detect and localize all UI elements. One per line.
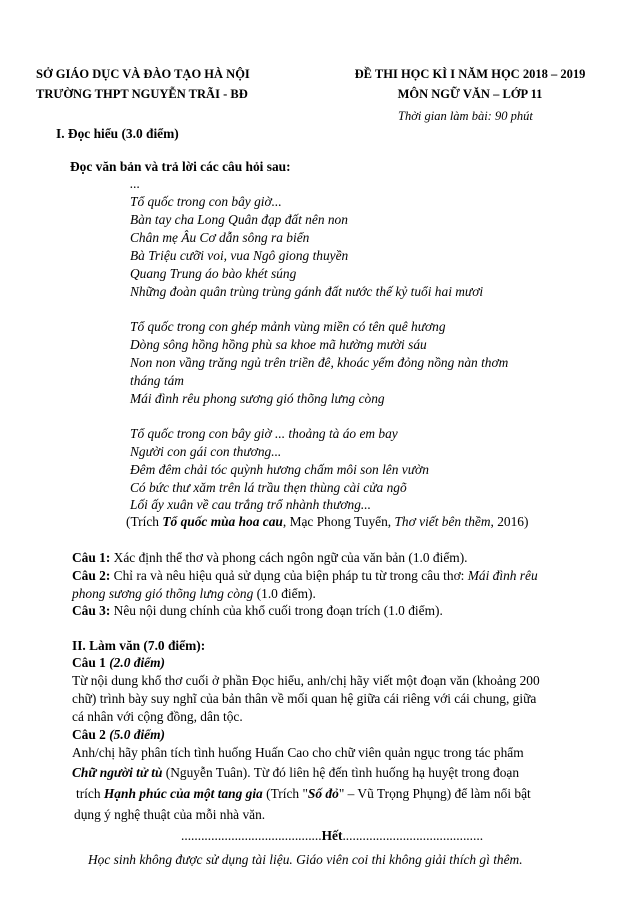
work-title: Hạnh phúc của một tang gia (103, 786, 263, 801)
poem-line: ... (130, 176, 141, 191)
poem-line: Quang Trung áo bào khét súng (130, 266, 297, 281)
work-title: Chữ người tử tù (72, 765, 163, 780)
question-quote: phong sương gió thõng lưng còng (72, 586, 254, 601)
part2-q2-line (76, 786, 531, 802)
question-text: (1.0 điểm). (253, 586, 316, 601)
line-text: " – Vũ Trọng Phụng) để làm nổi bật (338, 786, 531, 801)
poem-line: Non non vầng trăng ngủ trên triền đê, khoác yếm đỏng nồng nàn thơm (130, 355, 509, 370)
poem-line: Tổ quốc trong con bây giờ... (130, 194, 282, 209)
part1-heading: I. Đọc hiểu (3.0 điểm) (56, 126, 179, 141)
part2-q1-line: Từ nội dung khổ thơ cuối ở phần Đọc hiểu, anh/chị hãy viết một đoạn văn (khoảng 200 (72, 673, 540, 688)
part2-q1-heading (72, 655, 165, 671)
dept-name: SỞ GIÁO DỤC VÀ ĐÀO TẠO HÀ NỘI (36, 67, 250, 81)
line-text: (Nguyễn Tuân). Từ đó liên hệ đến tình huống hạ huyệt trong đoạn (162, 765, 520, 780)
part2-q1-line: chữ) trình bày suy nghĩ của bản thân về mối quan hệ giữa cái riêng với cái chung, giữa (72, 691, 537, 706)
question-1 (72, 550, 468, 566)
source-book: Thơ viết bên thềm (394, 514, 491, 529)
part2-q2-line: Anh/chị hãy phân tích tình huống Huấn Cao cho chữ viên quản ngục trong tác phẩm (72, 745, 524, 760)
poem-line: Mái đình rêu phong sương gió thõng lưng còng (130, 391, 385, 406)
poem-line: tháng tám (130, 373, 184, 388)
dots: .......................................... (342, 828, 484, 843)
poem-line: Chân mẹ Âu Cơ dẫn sông ra biển (130, 230, 310, 245)
poem-line: Người con gái con thương... (130, 444, 282, 459)
end-label: Hết (321, 828, 343, 843)
school-name: TRƯỜNG THPT NGUYỄN TRÃI - BĐ (36, 87, 248, 101)
source-title: Tổ quốc mùa hoa cau (162, 514, 283, 529)
line-text: (Trích " (262, 786, 308, 801)
question-score: (5.0 điểm) (109, 727, 165, 742)
line-text: trích (76, 786, 104, 801)
poem-line: Dòng sông hồng hồng phù sa khoe mã hường mười sáu (130, 337, 427, 352)
poem-line: Những đoàn quân trùng trùng gánh đất nước thế kỷ tuổi hai mươi (130, 284, 484, 299)
exam-title: ĐỀ THI HỌC KÌ I NĂM HỌC 2018 – 2019 (354, 67, 586, 81)
footer-note: Học sinh không được sử dụng tài liệu. Giáo viên coi thi không giải thích gì thêm. (88, 852, 523, 867)
question-label: Câu 1: (72, 550, 111, 565)
poem-line: Tổ quốc trong con bây giờ ... thoảng tà áo em bay (130, 426, 398, 441)
part2-heading: II. Làm văn (7.0 điểm): (72, 638, 206, 653)
exam-time: Thời gian làm bài: 90 phút (398, 109, 533, 123)
source-prefix: (Trích (126, 514, 163, 529)
poem-line: Bàn tay cha Long Quân đạp đất nên non (130, 212, 348, 227)
question-label: Câu 3: (72, 603, 111, 618)
question-text: Nêu nội dung chính của khổ cuối trong đoạn trích (1.0 điểm). (110, 603, 443, 618)
part2-q2-line: dụng ý nghệ thuật của mỗi nhà văn. (74, 807, 266, 822)
question-label: Câu 1 (72, 655, 110, 670)
subject-title: MÔN NGỮ VĂN – LỚP 11 (397, 87, 543, 101)
poem-line: Đêm đêm chải tóc quỳnh hương chấm môi son lên vườn (130, 462, 429, 477)
part2-q1-line: cá nhân với cộng đồng, dân tộc. (72, 709, 243, 724)
question-label: Câu 2 (72, 727, 110, 742)
question-2-cont (72, 586, 316, 602)
part2-q2-line (72, 765, 519, 781)
poem-line: Lối ấy xuân về cau trắng trổ nhành thương... (130, 497, 371, 512)
source-year: , 2016) (490, 514, 529, 529)
poem-source (126, 514, 528, 530)
source-author: , Mạc Phong Tuyển, (282, 514, 395, 529)
poem-line: Có bức thư xăm trên lá trầu thẹn thùng cài cửa ngõ (130, 480, 407, 495)
question-score: (2.0 điểm) (109, 655, 165, 670)
part2-q2-heading (72, 727, 165, 743)
work-title: Số đỏ (307, 786, 339, 801)
question-2 (72, 568, 538, 584)
dots: .......................................... (181, 828, 322, 843)
question-text: Chỉ ra và nêu hiệu quả sử dụng của biện pháp tu từ trong câu thơ: (110, 568, 468, 583)
question-3 (72, 603, 443, 619)
question-label: Câu 2: (72, 568, 111, 583)
question-text: Xác định thể thơ và phong cách ngôn ngữ của văn bản (1.0 điểm). (110, 550, 468, 565)
poem-line: Bà Triệu cưỡi voi, vua Ngô giong thuyền (130, 248, 349, 263)
question-quote: Mái đình rêu (467, 568, 538, 583)
part1-instruction: Đọc văn bản và trả lời các câu hỏi sau: (70, 159, 291, 174)
end-marker (181, 828, 483, 844)
poem-line: Tổ quốc trong con ghép mảnh vùng miền có tên quê hương (130, 319, 446, 334)
